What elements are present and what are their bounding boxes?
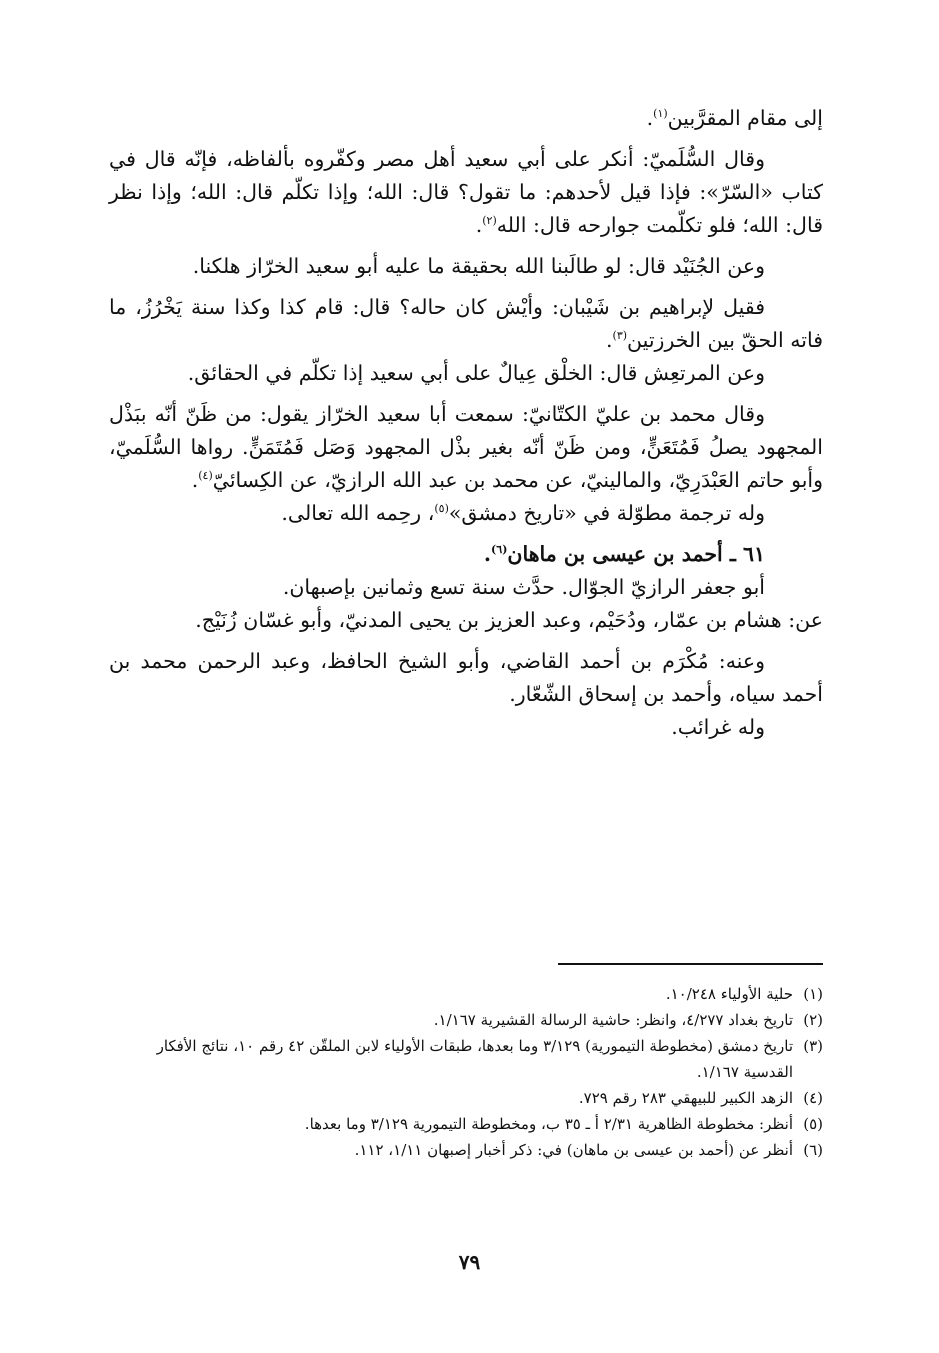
paragraph-11: وله غرائب. — [671, 715, 765, 739]
paragraph-7: وله ترجمة مطوّلة في «تاريخ دمشق»$^{(٥)}$، رحِمه الله تعالى. — [281, 501, 765, 525]
footnote-3: (٣) تاريخ دمشق (مخطوطة التيمورية) ٣/١٢٩ وما بعدها، طبقات الأولياء لابن الملقّن ٤٢ رقم ١٠، نتائج الأفكار القدسية ١/١٦٧. — [156, 1037, 823, 1081]
main-text — [109, 102, 823, 744]
paragraph-2: وقال السُّلَميّ: أنكر على أبي سعيد أهل مصر وكفّروه بألفاظه، فإنّه قال في كتاب «السّرّ»: فإذا قيل لأحدهم: ما تقول؟ قال: الله؛ وإذا تكلّم قال: الله؛ وإذا نظر قال: الله؛ فلو تكلّمت جوارحه قال: الله$^{(٢)}$. — [109, 147, 823, 237]
entry-heading: ٦١ ـ أحمد بن عيسى بن ماهان$^{(٦)}$. — [483, 542, 765, 566]
footnote-divider — [558, 963, 823, 965]
footnote-4: (٤) الزهد الكبير للبيهقي ٢٨٣ رقم ٧٢٩. — [578, 1089, 823, 1107]
paragraph-1: إلى مقام المقرَّبين$^{(١)}$. — [646, 106, 823, 130]
footnotes — [109, 981, 823, 1163]
footnote-ref-1: (١) — [653, 107, 668, 121]
footnote-ref-5: (٥) — [434, 502, 449, 516]
footnote-2: (٢) تاريخ بغداد ٤/٢٧٧، وانظر: حاشية الرسالة القشيرية ١/١٦٧. — [433, 1011, 823, 1029]
paragraph-8: أبو جعفر الرازيّ الجوّال. حدَّث سنة تسع وثمانين بإصبهان. — [282, 575, 765, 599]
paragraph-9: عن: هشام بن عمّار، ودُحَيْم، وعبد العزيز بن يحيى المدنيّ، وأبو غسّان زُنَيْج. — [195, 608, 823, 632]
footnote-1: (١) حلية الأولياء ١٠/٢٤٨. — [665, 985, 823, 1003]
footnote-ref-6: (٦) — [491, 543, 508, 557]
page-number: ٧٩ — [458, 1250, 481, 1274]
footnote-6: (٦) أنظر عن (أحمد بن عيسى بن ماهان) في: ذكر أخبار إصبهان ١/١١، ١١٢. — [354, 1141, 823, 1159]
paragraph-3: وعن الجُنَيْد قال: لو طالَبنا الله بحقيقة ما عليه أبو سعيد الخرّاز هلكنا. — [192, 254, 765, 278]
footnote-ref-3: (٣) — [612, 329, 628, 343]
paragraph-5: وعن المرتعِش قال: الخلْق عِيالٌ على أبي سعيد إذا تكلّم في الحقائق. — [187, 361, 765, 385]
paragraph-4: فقيل لإبراهيم بن شَيْبان: وأيْش كان حاله؟ قال: قام كذا وكذا سنة يَخْرُزُ، ما فاته الحقّ بين الخرزتين$^{(٣)}$. — [109, 295, 823, 352]
footnote-ref-2: (٢) — [482, 214, 497, 228]
footnote-5: (٥) أنظر: مخطوطة الظاهرية ٢/٣١ أ ـ ٣٥ ب، ومخطوطة التيمورية ٣/١٢٩ وما بعدها. — [304, 1115, 823, 1133]
paragraph-6: وقال محمد بن عليّ الكتّانيّ: سمعت أبا سعيد الخرّاز يقول: من ظَنّ أنّه ببَذْل المجهود يصلُ فَمُتَعَنٍّ، ومن ظَنّ أنّه بغير بذْل المجهود وَصَل فَمُتَمَنٍّ. رواها السُّلَميّ، وأبو حاتم العَبْدَرِيّ، والمالينيّ، عن محمد بن عبد الله الرازيّ، عن الكِسائيّ$^{(٤)}$. — [109, 402, 823, 492]
footnote-ref-4: (٤) — [198, 469, 213, 483]
paragraph-10: وعنه: مُكْرَم بن أحمد القاضي، وأبو الشيخ الحافظ، وعبد الرحمن محمد بن أحمد سياه، وأحمد بن إسحاق الشّعّار. — [109, 649, 823, 706]
